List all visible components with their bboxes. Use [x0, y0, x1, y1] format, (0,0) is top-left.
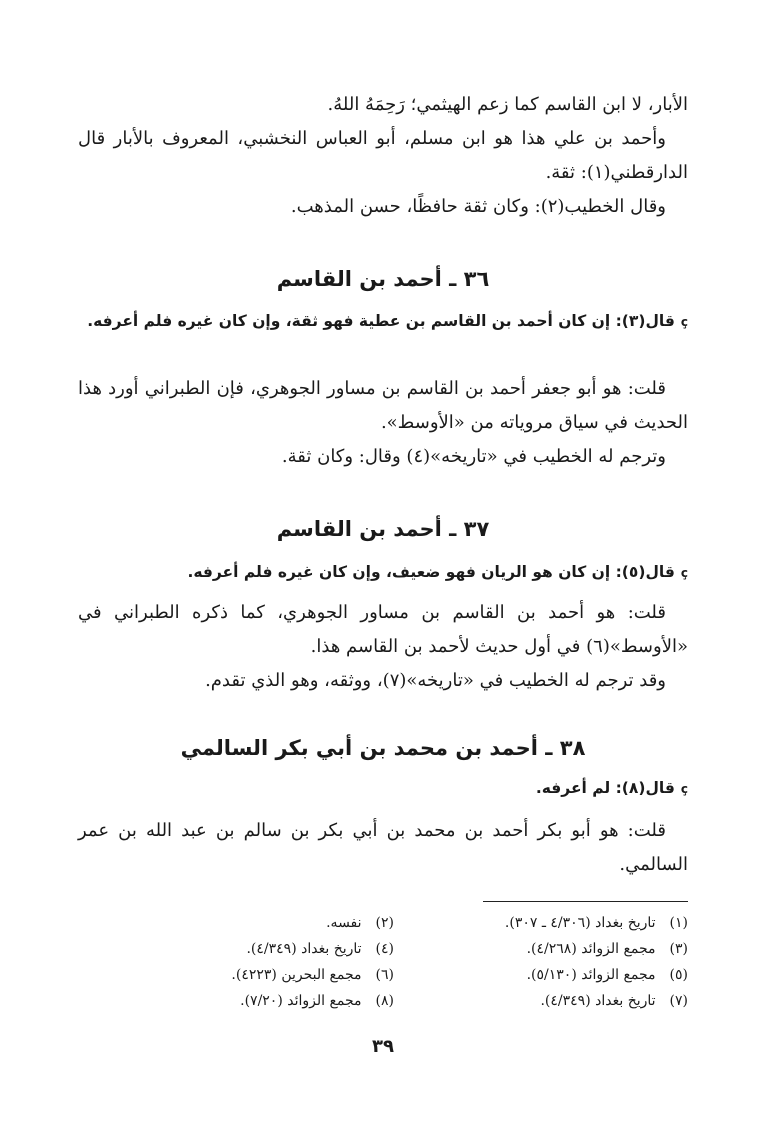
paragraph: الأبار، لا ابن القاسم كما زعم الهيثمي؛ رَحِمَهُ اللهُ. [327, 94, 688, 115]
paragraph: وقال الخطيب(٢): وكان ثقة حافظًا، حسن المذهب. [290, 196, 666, 217]
haythami-statement [78, 305, 688, 338]
section-body [78, 814, 688, 882]
bullet-icon: ç [680, 315, 688, 329]
footnote [120, 962, 394, 988]
footnote-number: (٥) [669, 967, 688, 983]
paragraph: قلت: هو أبو جعفر أحمد بن القاسم بن مساور الجوهري، فإن الطبراني أورد هذا الحديث في سياق مروياته من «الأوسط». [78, 378, 688, 433]
haythami-statement [78, 556, 688, 589]
statement-text: قال(٣): إن كان أحمد بن القاسم بن عطية فهو ثقة، وإن كان غيره فلم أعرفه. [87, 312, 675, 330]
bullet-icon: ç [680, 782, 688, 796]
section-heading: ٣٦ ـ أحمد بن القاسم [276, 267, 490, 291]
footnote-text: تاريخ بغداد (٤/٣٤٩). [246, 941, 362, 957]
page-number: ٣٩ [372, 1036, 394, 1057]
section-heading: ٣٧ ـ أحمد بن القاسم [276, 517, 490, 541]
footnote-number: (١) [669, 915, 688, 931]
footnote-number: (٤) [375, 941, 394, 957]
footnote-number: (٦) [375, 967, 394, 983]
paragraph: وترجم له الخطيب في «تاريخه»(٤) وقال: وكان ثقة. [281, 446, 666, 467]
footnote-text: مجمع الزوائد (٤/٢٦٨). [526, 941, 656, 957]
footnote-number: (٢) [375, 915, 394, 931]
footnote-number: (٨) [375, 993, 394, 1009]
footnote-text: مجمع الزوائد (٥/١٣٠). [526, 967, 656, 983]
bullet-icon: ç [680, 566, 688, 580]
paragraph: قلت: هو أحمد بن القاسم بن مساور الجوهري، كما ذكره الطبراني في «الأوسط»(٦) في أول حديث لأحمد بن القاسم هذا. [78, 602, 688, 657]
footnote-text: تاريخ بغداد (٤/٣٠٦ ـ ٣٠٧). [504, 915, 656, 931]
footnote [414, 962, 688, 988]
statement-text: قال(٨): لم أعرفه. [535, 779, 675, 797]
section-body [78, 596, 688, 698]
footnote-text: مجمع الزوائد (٧/٢٠). [240, 993, 362, 1009]
footnote-divider [483, 901, 688, 902]
footnote [120, 910, 394, 936]
footnote [414, 910, 688, 936]
footnote-text: تاريخ بغداد (٤/٣٤٩). [540, 993, 656, 1009]
footnote [120, 988, 394, 1014]
footnotes [120, 910, 688, 1014]
paragraph: وأحمد بن علي هذا هو ابن مسلم، أبو العباس النخشبي، المعروف بالأبار قال الدارقطني(١): ثقة. [78, 128, 688, 183]
footnote-number: (٣) [669, 941, 688, 957]
haythami-statement [78, 772, 688, 805]
section-heading: ٣٨ ـ أحمد بن محمد بن أبي بكر السالمي [180, 736, 586, 760]
section-body [78, 372, 688, 474]
footnote [414, 936, 688, 962]
footnote-number: (٧) [669, 993, 688, 1009]
paragraph: قلت: هو أبو بكر أحمد بن محمد بن أبي بكر بن سالم بن عبد الله بن عمر السالمي. [78, 820, 688, 875]
footnote-text: نفسه. [326, 915, 362, 931]
statement-text: قال(٥): إن كان هو الريان فهو ضعيف، وإن كان غيره فلم أعرفه. [187, 563, 675, 581]
intro-text [78, 88, 688, 224]
footnote-text: مجمع البحرين (٤٢٢٣). [231, 967, 362, 983]
footnote [120, 936, 394, 962]
footnote [414, 988, 688, 1014]
paragraph: وقد ترجم له الخطيب في «تاريخه»(٧)، ووثقه، وهو الذي تقدم. [205, 670, 666, 691]
